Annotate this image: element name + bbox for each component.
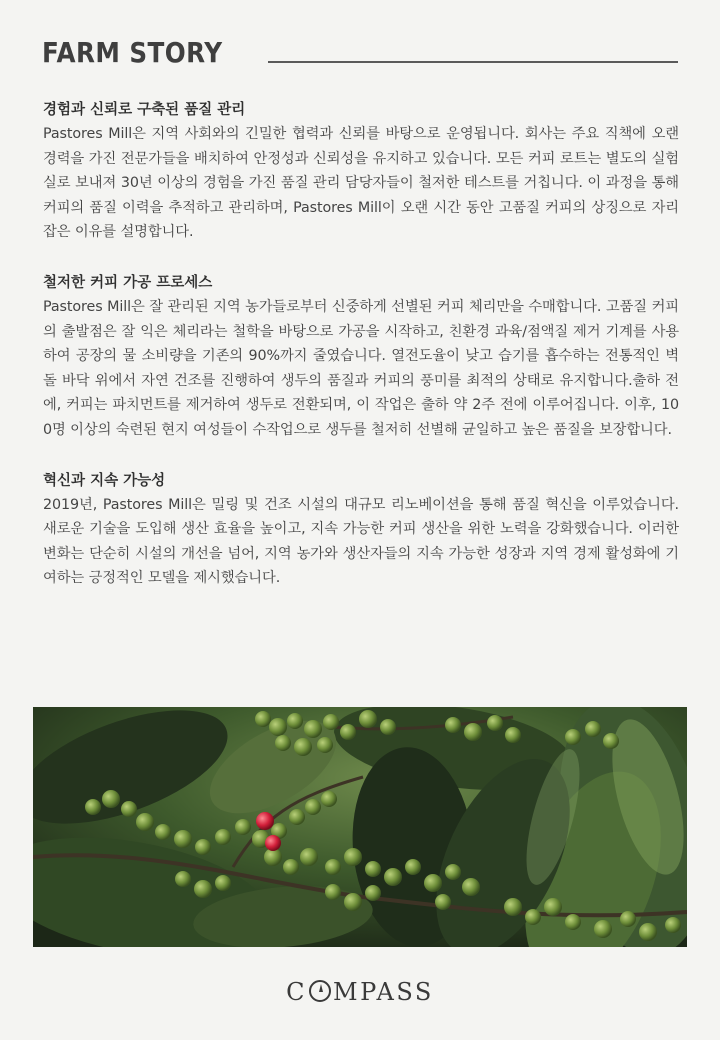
coffee-plant-illustration (33, 707, 687, 947)
page-title: FARM STORY (42, 36, 223, 69)
section-text: Pastores Mill은 지역 사회와의 긴밀한 협력과 신뢰를 바탕으로 운영됩니다. 회사는 주요 직책에 오랜 경력을 가진 전문가들을 배치하여 안정성과 신뢰성을 유지하고 있습니다. 모든 커피 로트는 별도의 실험실로 보내져 30년 이상의 경험을 가진 품질 관리 담당자들이 철저한 테스트를 거칩니다. 이 과정을 통해 커피의 품질 이력을 추적하고 관리하며, Pastores Mill이 오랜 시간 동안 고품질 커피의 상징으로 자리 잡은 이유를 설명합니다. (43, 126, 679, 241)
section-heading: 철저한 커피 가공 프로세스 (43, 274, 213, 291)
compass-logo (0, 978, 720, 1006)
section-quality-control (43, 98, 679, 245)
section-sustainability (43, 469, 679, 591)
section-processing (43, 271, 679, 443)
section-text: Pastores Mill은 잘 관리된 지역 농가들로부터 신중하게 선별된 커피 체리만을 수매합니다. 고품질 커피의 출발점은 잘 익은 체리라는 철학을 바탕으로 가공을 시작하고, 친환경 과육/점액질 제거 기계를 사용하여 공장의 물 소비량을 기존의 90%까지 줄였습니다. 열전도율이 낮고 습기를 흡수하는 전통적인 벽돌 바닥 위에서 자연 건조를 진행하여 생두의 품질과 커피의 풍미를 최적의 상태로 유지합니다.출하 전에, 커피는 파치먼트를 제거하여 생두로 전환되며, 이 작업은 출하 약 2주 전에 이루어집니다. 이후, 100명 이상의 숙련된 현지 여성들이 수작업으로 생두를 철저히 선별해 균일하고 높은 품질을 보장합니다. (43, 298, 679, 438)
section-text: 2019년, Pastores Mill은 밀링 및 건조 시설의 대규모 리노베이션을 통해 품질 혁신을 이루었습니다. 새로운 기술을 도입해 생산 효율을 높이고, 지속 가능한 커피 생산을 위한 노력을 강화했습니다. 이러한 변화는 단순히 시설의 개선을 넘어, 지역 농가와 생산자들의 지속 가능한 성장과 지역 경제 활성화에 기여하는 긍정적인 모델을 제시했습니다. (43, 496, 679, 587)
logo-text-start: C (286, 978, 308, 1006)
section-heading: 경험과 신뢰로 구축된 품질 관리 (43, 102, 246, 118)
title-divider (268, 61, 678, 63)
coffee-cherries-photo (33, 707, 687, 947)
compass-o-icon (309, 980, 331, 1002)
page-header (42, 36, 678, 70)
logo-text-end: MPASS (333, 978, 434, 1006)
article-body (43, 98, 679, 617)
section-heading: 혁신과 지속 가능성 (43, 472, 166, 489)
